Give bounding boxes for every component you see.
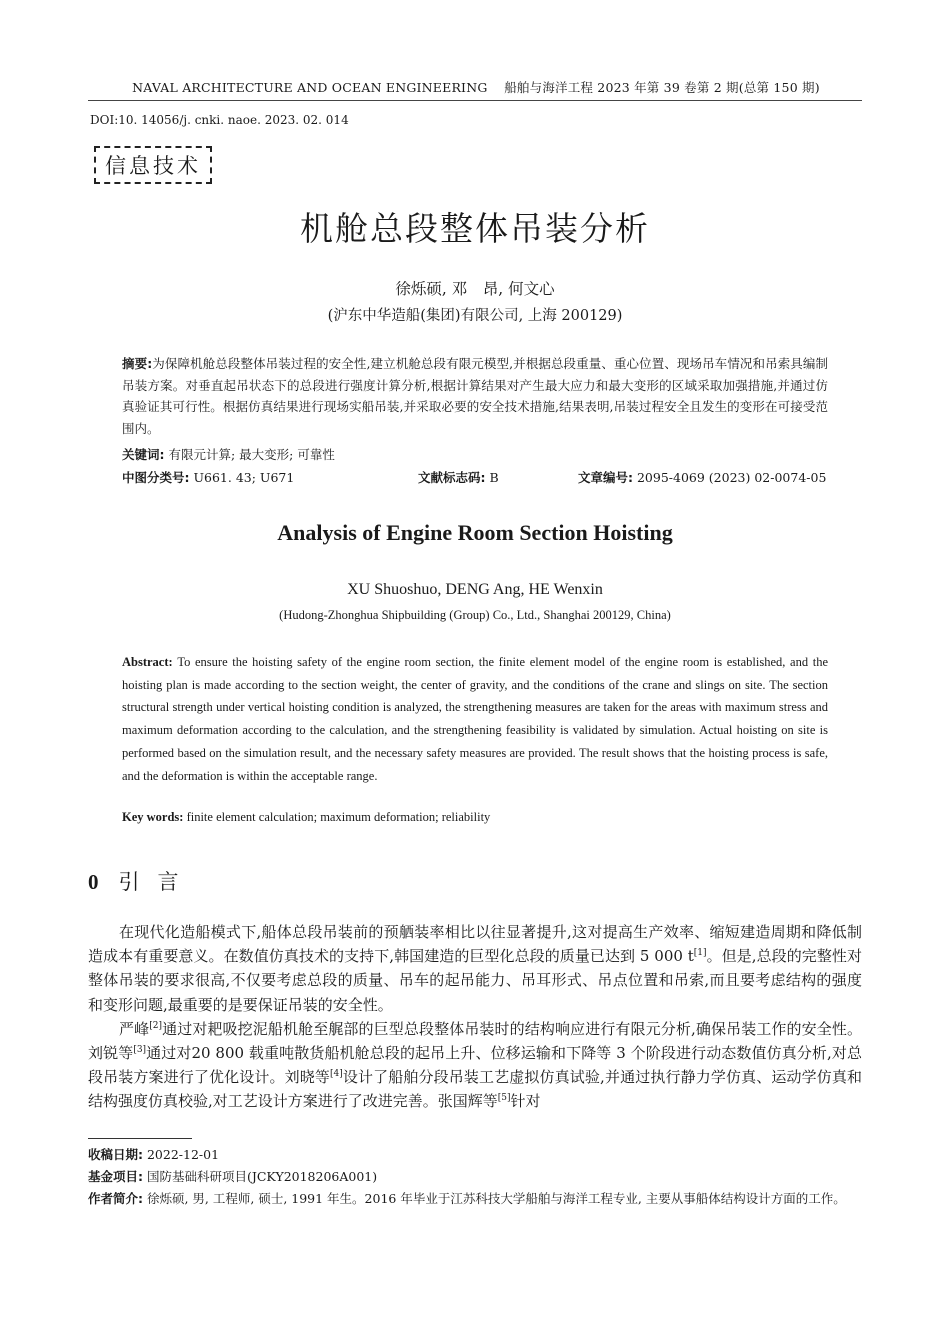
title-en: Analysis of Engine Room Section Hoisting — [277, 520, 673, 545]
keywords-en-text: finite element calculation; maximum deformation; reliability — [186, 810, 491, 824]
body-text — [88, 920, 862, 1114]
received-value: 2022-12-01 — [146, 1147, 220, 1162]
affiliation-cn: (沪东中华造船(集团)有限公司, 上海 200129) — [327, 308, 623, 324]
abstract-cn-text: 为保障机舱总段整体吊装过程的安全性,建立机舱总段有限元模型,并根据总段重量、重心位置、现场吊车情况和吊索具编制吊装方案。对垂直起吊状态下的总段进行强度计算分析,根据计算结果对产生最大应力和最大变形的区域采取加强措施,并通过仿真验证其可行性。根据仿真结果进行现场实船吊装,并采取必要的安全技术措施,结果表明,吊装过程安全且发生的变形在可接受范围内。 — [122, 356, 829, 436]
article-number-value: 2095-4069 (2023) 02-0074-05 — [636, 470, 827, 485]
p2-text-e: 针对 — [510, 1092, 541, 1111]
author-bio-value: 徐烁硕, 男, 工程师, 硕士, 1991 年生。2016 年毕业于江苏科技大学船舶与海洋工程专业, 主要从事船体结构设计方面的工作。 — [146, 1191, 846, 1206]
classification-label: 中图分类号: — [122, 470, 190, 485]
doc-code-label: 文献标志码: — [418, 470, 486, 485]
section-title: 引言 — [118, 870, 197, 894]
keywords-cn-text: 有限元计算; 最大变形; 可靠性 — [168, 447, 335, 462]
abstract-en — [122, 651, 828, 787]
doc-code — [418, 468, 499, 486]
abstract-en-label: Abstract: — [122, 655, 173, 669]
header-divider — [88, 100, 862, 101]
footnote-author — [88, 1188, 862, 1210]
keywords-cn — [122, 445, 335, 463]
title-cn: 机舱总段整体吊装分析 — [300, 209, 650, 248]
keywords-cn-label: 关键词: — [122, 447, 165, 462]
article-number-label: 文章编号: — [578, 470, 633, 485]
classification — [122, 468, 294, 486]
p2-text-a: 严峰 — [119, 1019, 150, 1038]
fund-value: 国防基础科研项目(JCKY2018206A001) — [146, 1169, 378, 1184]
authors-cn: 徐烁硕, 邓 昂, 何文心 — [395, 280, 555, 298]
section-tag-label: 信息技术 — [105, 154, 201, 178]
section-tag — [94, 146, 212, 184]
doi: DOI:10. 14056/j. cnki. naoe. 2023. 02. 014 — [90, 113, 349, 127]
paragraph-1 — [88, 920, 862, 1017]
author-bio-label: 作者简介: — [88, 1191, 143, 1206]
citation-1[interactable]: [1] — [693, 948, 707, 959]
journal-issue-cn: 船舶与海洋工程 2023 年第 39 卷第 2 期(总第 150 期) — [504, 80, 820, 95]
p2-text-c: 通过对20 800 载重吨散货船机舱总段的起吊上升、位移运输和下降等 3 个阶段进行动态数值仿真分析,对总段吊装方案进行了优化设计。刘晓等 — [88, 1044, 862, 1087]
abstract-cn-label: 摘要: — [122, 356, 153, 371]
keywords-en-label: Key words: — [122, 810, 184, 824]
abstract-en-text: To ensure the hoisting safety of the engine room section, the finite element model of the engine room is established, and the hoisting plan is made according to the section weight, the center of gravity, and the conditions of the crane and slings on site. The section structural strength under vertical hoisting condition is analyzed, the strengthening measures are taken for the areas with maximum stress and maximum deformation according to the calculation, and the strengthening feasibility is validated by simulation. Actual hoisting on site is performed based on the simulation result, and the necessary safety measures are provided. The result shows that the hoisting process is safe, and the deformation is within the acceptable range. — [122, 655, 829, 783]
keywords-en — [122, 810, 490, 825]
citation-5[interactable]: [5] — [497, 1093, 511, 1104]
citation-3[interactable]: [3] — [133, 1045, 147, 1056]
authors-en: XU Shuoshuo, DENG Ang, HE Wenxin — [347, 581, 603, 598]
citation-2[interactable]: [2] — [149, 1020, 162, 1031]
article-number — [578, 468, 826, 486]
p2-text-d: 设计了船舶分段吊装工艺虚拟仿真试验,并通过执行静力学仿真、运动学仿真和结构强度仿真校验,对工艺设计方案进行了改进完善。张国辉等 — [88, 1068, 862, 1111]
running-header — [90, 78, 862, 96]
p1-text-a: 在现代化造船模式下,船体总段吊装前的预舾装率相比以往显著提升,这对提高生产效率、缩短建造周期和降低制造成本有重要意义。在数值仿真技术的支持下,韩国建造的巨型化总段的质量已达到 5 000 t — [88, 923, 862, 966]
footnote-divider — [88, 1138, 192, 1139]
received-label: 收稿日期: — [88, 1147, 143, 1162]
paragraph-2 — [88, 1017, 862, 1114]
footnotes — [88, 1144, 862, 1210]
journal-name-en: NAVAL ARCHITECTURE AND OCEAN ENGINEERING — [132, 80, 488, 95]
citation-4[interactable]: [4] — [330, 1069, 343, 1080]
affiliation-en: (Hudong-Zhonghua Shipbuilding (Group) Co., Ltd., Shanghai 200129, China) — [279, 608, 671, 622]
footnote-fund — [88, 1166, 862, 1188]
section-number: 0 — [88, 870, 99, 894]
p2-text-b: 通过对耙吸挖泥船机舱至艉部的巨型总段整体吊装时的结构响应进行有限元分析,确保吊装工作的安全性。刘锐等 — [88, 1019, 862, 1063]
doc-code-value: B — [489, 470, 499, 485]
abstract-cn — [122, 353, 828, 439]
fund-label: 基金项目: — [88, 1169, 143, 1184]
p1-text-b: 。但是,总段的完整性对整体吊装的要求很高,不仅要考虑总段的质量、吊车的起吊能力、吊耳形式、吊点位置和吊索,而且要考虑结构的强度和变形问题,最重要的是要保证吊装的安全性。 — [88, 947, 862, 1014]
classification-value: U661. 43; U671 — [193, 470, 295, 485]
section-heading-intro — [88, 866, 197, 896]
footnote-received — [88, 1144, 862, 1166]
